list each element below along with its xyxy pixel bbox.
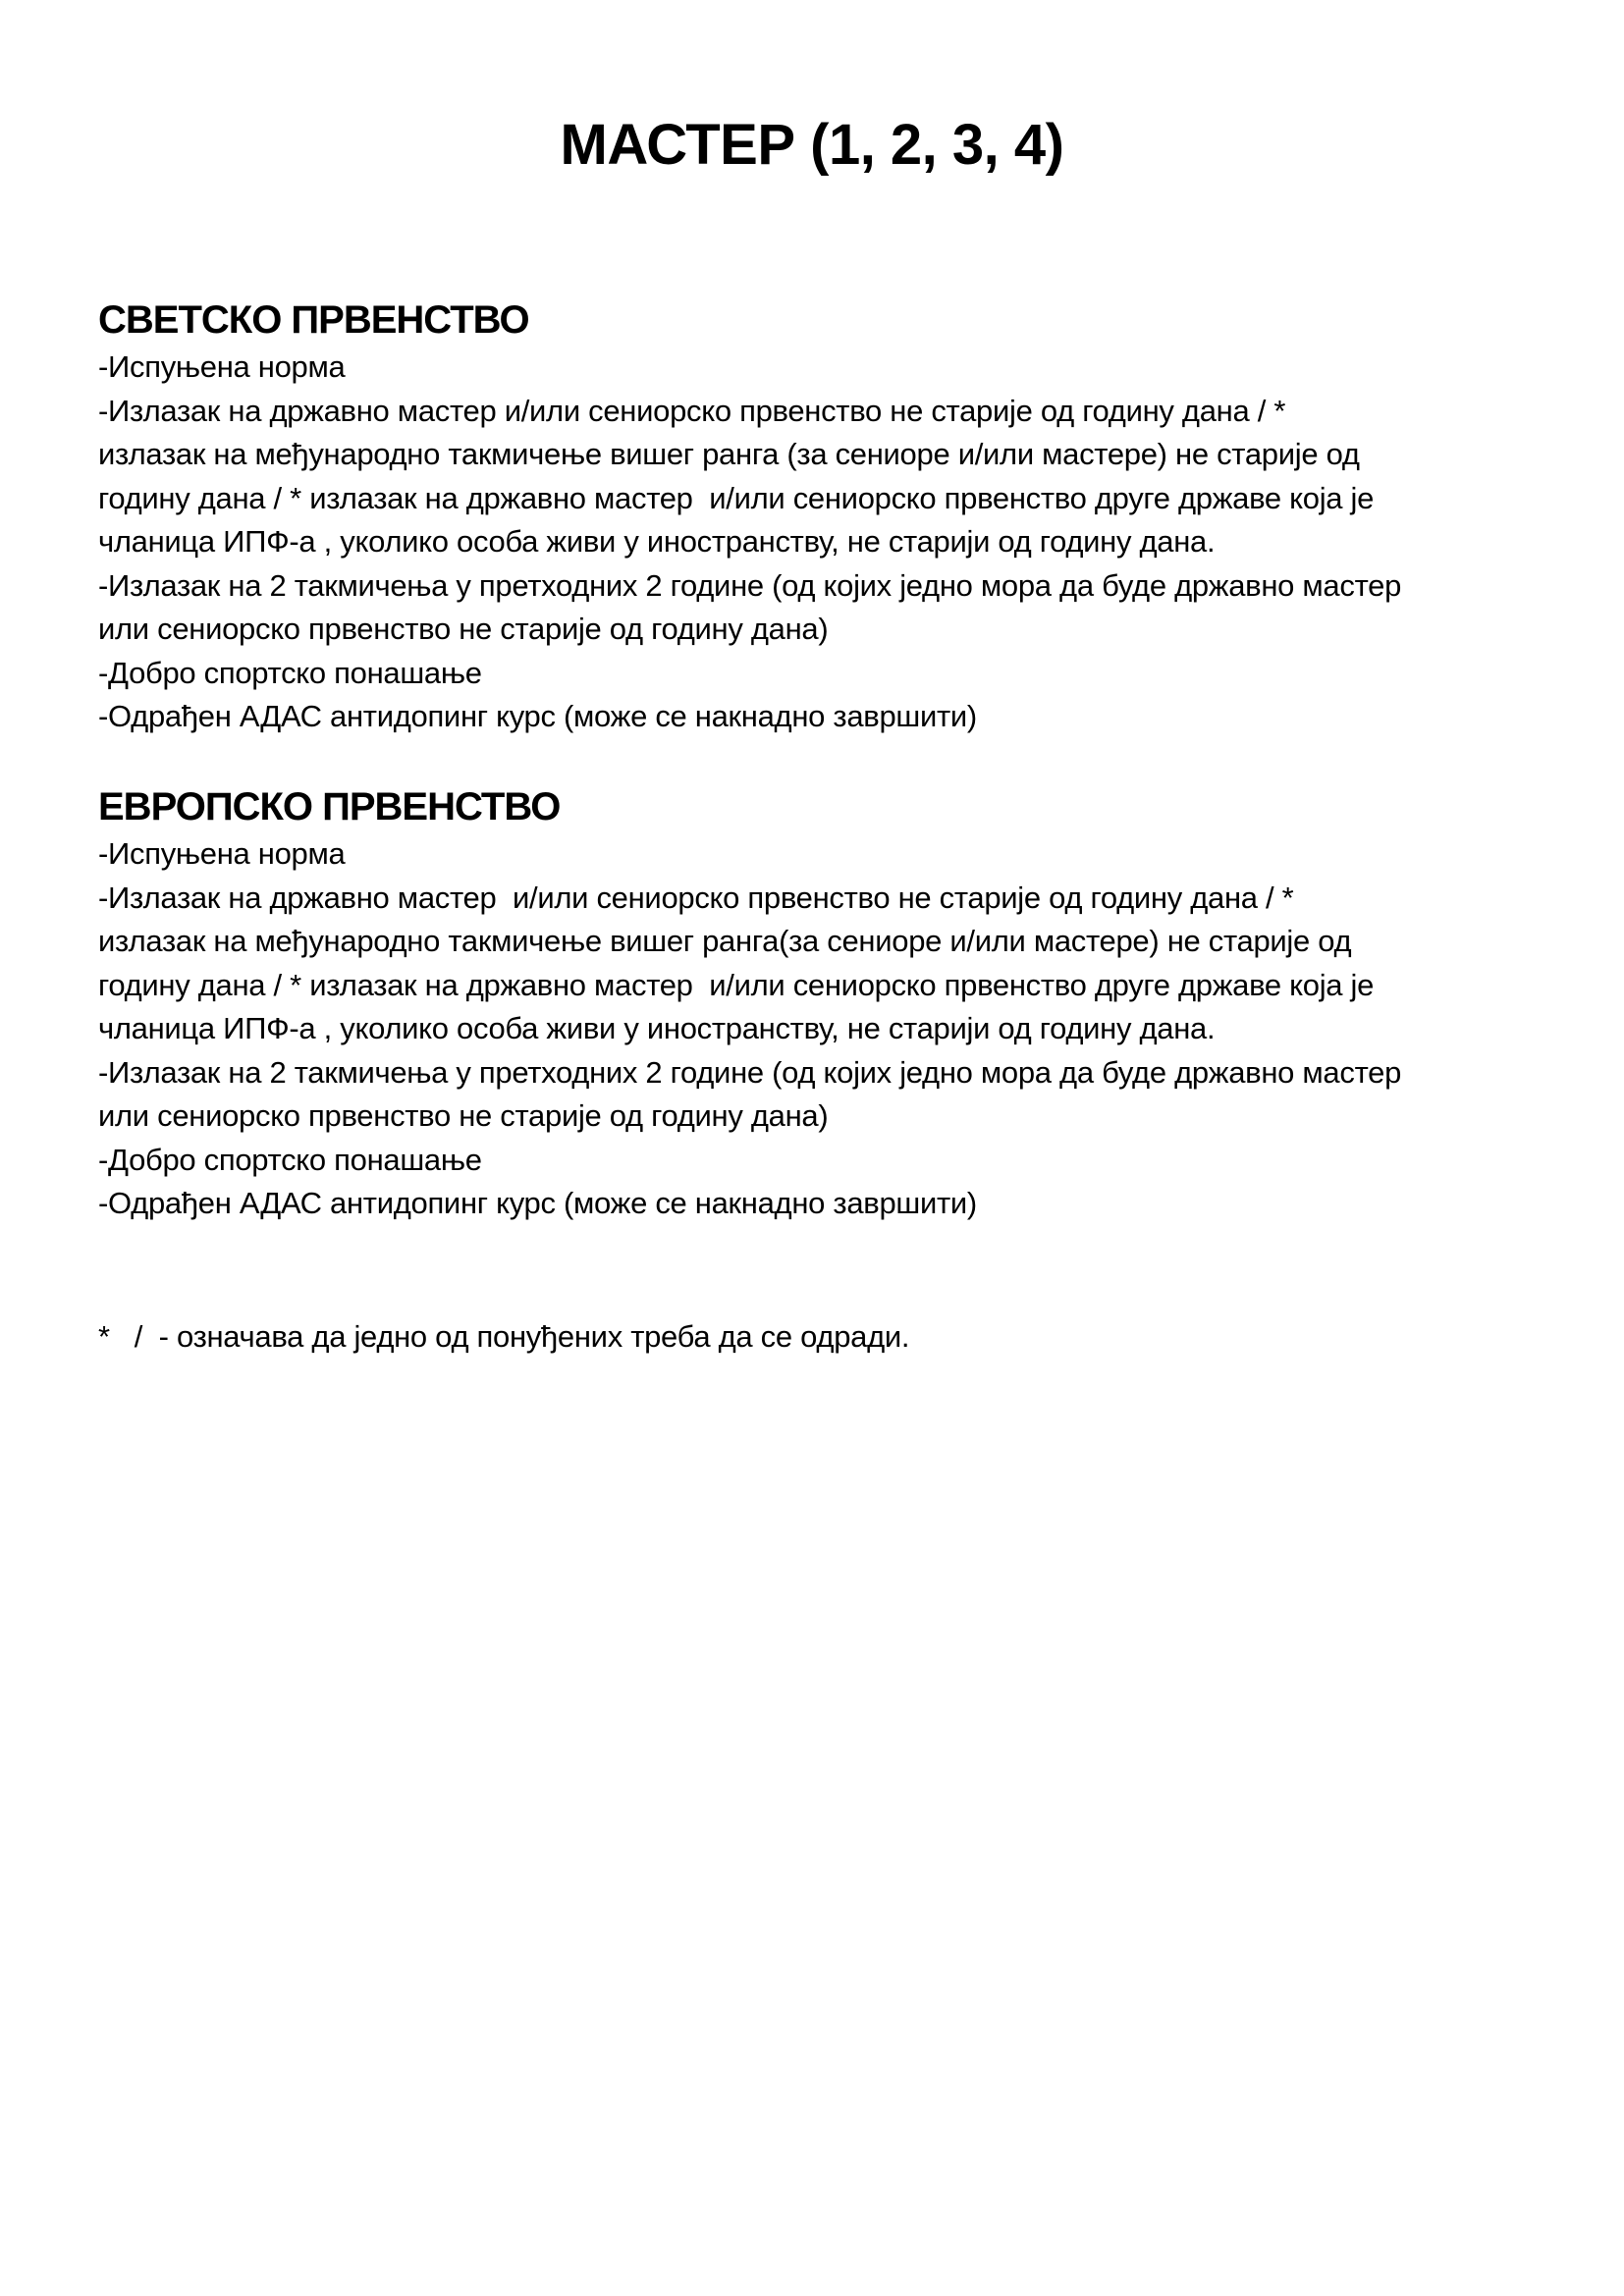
requirement-line: излазак на међународно такмичење вишег ранга (за сениоре и/или мастере) не старије од <box>98 437 1360 471</box>
requirement-line: или сениорско првенство не старије од годину дана) <box>98 1098 829 1133</box>
requirement-line: -Добро спортско понашање <box>98 655 482 690</box>
requirement-line: -Излазак на 2 такмичења у претходних 2 године (од којих једно мора да буде државно мастер <box>98 1054 1402 1090</box>
requirement-line: чланица ИПФ-а , уколико особа живи у иностранству, не старији од годину дана. <box>98 524 1216 559</box>
requirement-line: -Излазак на 2 такмичења у претходних 2 године (од којих једно мора да буде државно мастер <box>98 567 1402 603</box>
requirement-line: излазак на међународно такмичење вишег ранга(за сениоре и/или мастере) не старије од <box>98 924 1352 958</box>
footnote: * / - означава да једно од понуђених треба да се одради. <box>98 1319 910 1354</box>
section-heading: СВЕТСКО ПРВЕНСТВО <box>98 298 529 342</box>
requirement-line: -Излазак на државно мастер и/или сениорско првенство не старије од годину дана / * <box>98 880 1294 915</box>
requirement-line: -Одрађен АДАС антидопинг курс (може се накнадно завршити) <box>98 699 977 733</box>
requirement-line: -Испуњена норма <box>98 836 346 871</box>
requirement-line: -Одрађен АДАС антидопинг курс (може се накнадно завршити) <box>98 1186 977 1220</box>
requirement-line: -Добро спортско понашање <box>98 1142 482 1177</box>
section-european-championship <box>98 781 1551 1226</box>
requirement-line: -Излазак на државно мастер и/или сениорско првенство не старије од годину дана / * <box>98 393 1286 428</box>
requirement-line: годину дана / * излазак на државно мастер и/или сениорско првенство друге државе која је <box>98 480 1375 515</box>
requirement-line: или сениорско првенство не старије од годину дана) <box>98 612 829 646</box>
section-heading: ЕВРОПСКО ПРВЕНСТВО <box>98 785 561 828</box>
requirement-line: чланица ИПФ-а , уколико особа живи у иностранству, не старији од годину дана. <box>98 1011 1216 1045</box>
requirement-line: -Испуњена норма <box>98 349 346 384</box>
section-world-championship <box>98 294 1551 739</box>
requirement-line: годину дана / * излазак на државно мастер и/или сениорско првенство друге државе која је <box>98 967 1375 1002</box>
document-title: МАСТЕР (1, 2, 3, 4) <box>560 113 1064 177</box>
